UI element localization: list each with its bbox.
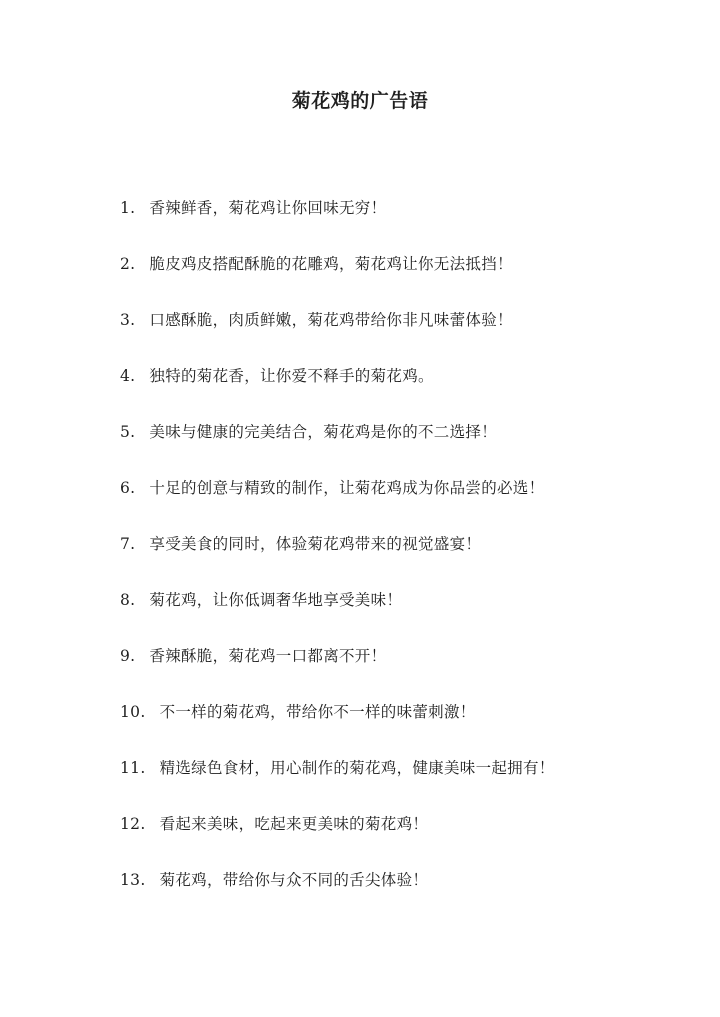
item-number: 5. xyxy=(120,423,136,441)
slogan-list xyxy=(120,180,680,908)
item-number: 3. xyxy=(120,311,136,329)
list-item xyxy=(120,796,680,852)
item-text: 菊花鸡，让你低调奢华地享受美味！ xyxy=(149,591,403,609)
item-number: 12. xyxy=(120,815,146,833)
list-item xyxy=(120,516,680,572)
item-number: 10. xyxy=(120,703,146,721)
item-text: 香辣酥脆，菊花鸡一口都离不开！ xyxy=(149,647,387,665)
item-number: 11. xyxy=(120,759,146,777)
item-text: 享受美食的同时，体验菊花鸡带来的视觉盛宴！ xyxy=(149,535,482,553)
list-item xyxy=(120,292,680,348)
item-text: 独特的菊花香，让你爱不释手的菊花鸡。 xyxy=(149,367,434,385)
item-number: 4. xyxy=(120,367,136,385)
item-number: 1. xyxy=(120,199,136,217)
item-number: 6. xyxy=(120,479,136,497)
list-item xyxy=(120,740,680,796)
item-number: 9. xyxy=(120,647,136,665)
list-item xyxy=(120,236,680,292)
item-text: 精选绿色食材，用心制作的菊花鸡，健康美味一起拥有！ xyxy=(159,759,555,777)
item-text: 菊花鸡，带给你与众不同的舌尖体验！ xyxy=(159,871,429,889)
item-text: 香辣鲜香，菊花鸡让你回味无穷！ xyxy=(149,199,387,217)
list-item xyxy=(120,180,680,236)
list-item xyxy=(120,460,680,516)
list-item xyxy=(120,348,680,404)
list-item xyxy=(120,404,680,460)
item-number: 2. xyxy=(120,255,136,273)
page-title: 菊花鸡的广告语 xyxy=(291,90,429,112)
item-text: 不一样的菊花鸡，带给你不一样的味蕾刺激！ xyxy=(159,703,476,721)
list-item xyxy=(120,852,680,908)
item-text: 脆皮鸡皮搭配酥脆的花雕鸡，菊花鸡让你无法抵挡！ xyxy=(149,255,513,273)
item-text: 看起来美味，吃起来更美味的菊花鸡！ xyxy=(159,815,429,833)
item-number: 7. xyxy=(120,535,136,553)
item-number: 13. xyxy=(120,871,146,889)
item-text: 十足的创意与精致的制作，让菊花鸡成为你品尝的必选！ xyxy=(149,479,545,497)
list-item xyxy=(120,628,680,684)
item-number: 8. xyxy=(120,591,136,609)
item-text: 口感酥脆，肉质鲜嫩，菊花鸡带给你非凡味蕾体验！ xyxy=(149,311,513,329)
list-item xyxy=(120,684,680,740)
list-item xyxy=(120,572,680,628)
item-text: 美味与健康的完美结合，菊花鸡是你的不二选择！ xyxy=(149,423,497,441)
